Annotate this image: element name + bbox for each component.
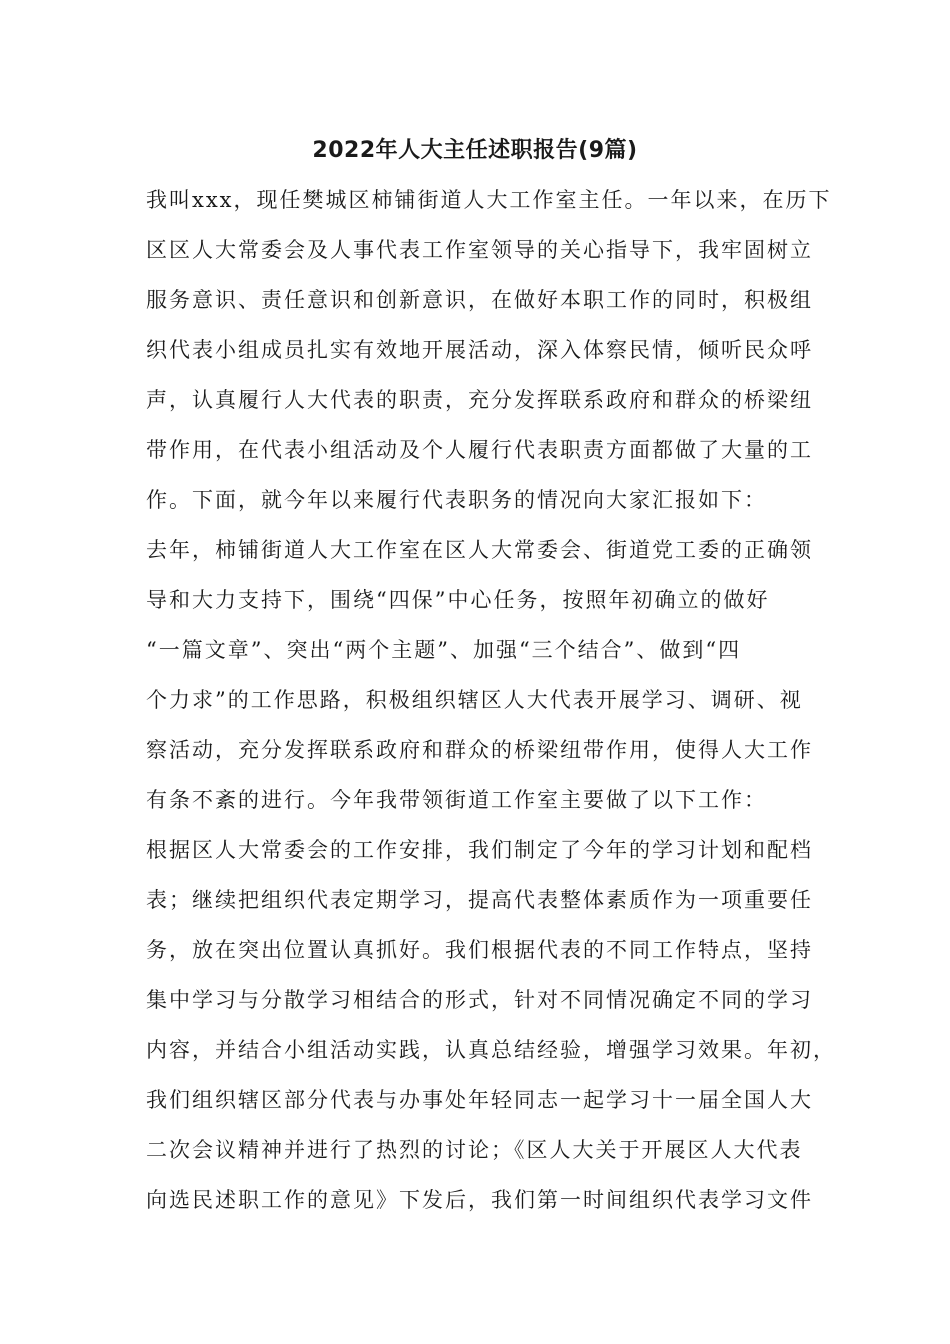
text-line: 个力求”的工作思路，积极组织辖区人大代表开展学习、调研、视	[146, 688, 803, 712]
text-line: 区区人大常委会及人事代表工作室领导的关心指导下，我牢固树立	[146, 238, 813, 262]
text-line: “一篇文章”、突出“两个主题”、加强“三个结合”、做到“四	[146, 638, 742, 662]
text-line: 有条不紊的进行。今年我带领街道工作室主要做了以下工作：	[146, 788, 767, 812]
document-title: 2022年人大主任述职报告(9篇)	[312, 138, 638, 163]
document-body	[146, 180, 836, 1230]
text-line: 二次会议精神并进行了热烈的讨论；《区人大关于开展区人大代表	[146, 1138, 803, 1162]
text-line: 我叫xxx，现任樊城区柿铺街道人大工作室主任。一年以来，在历下	[146, 188, 832, 212]
text-line: 根据区人大常委会的工作安排，我们制定了今年的学习计划和配档	[146, 838, 813, 862]
text-line: 表；继续把组织代表定期学习，提高代表整体素质作为一项重要任	[146, 888, 813, 912]
text-line: 导和大力支持下，围绕“四保”中心任务，按照年初确立的做好	[146, 588, 770, 612]
text-line: 察活动，充分发挥联系政府和群众的桥梁纽带作用，使得人大工作	[146, 738, 813, 762]
text-line: 集中学习与分散学习相结合的形式，针对不同情况确定不同的学习	[146, 988, 813, 1012]
text-line: 去年，柿铺街道人大工作室在区人大常委会、街道党工委的正确领	[146, 538, 813, 562]
text-line: 声，认真履行人大代表的职责，充分发挥联系政府和群众的桥梁纽	[146, 388, 813, 412]
text-line: 务，放在突出位置认真抓好。我们根据代表的不同工作特点，坚持	[146, 938, 813, 962]
text-line: 内容，并结合小组活动实践，认真总结经验，增强学习效果。年初，	[146, 1038, 836, 1062]
text-line: 织代表小组成员扎实有效地开展活动，深入体察民情，倾听民众呼	[146, 338, 813, 362]
text-line: 向选民述职工作的意见》下发后，我们第一时间组织代表学习文件	[146, 1188, 813, 1212]
text-line: 服务意识、责任意识和创新意识，在做好本职工作的同时，积极组	[146, 288, 813, 312]
text-line: 我们组织辖区部分代表与办事处年轻同志一起学习十一届全国人大	[146, 1088, 813, 1112]
text-line: 作。下面，就今年以来履行代表职务的情况向大家汇报如下：	[146, 488, 767, 512]
text-line: 带作用，在代表小组活动及个人履行代表职责方面都做了大量的工	[146, 438, 813, 462]
